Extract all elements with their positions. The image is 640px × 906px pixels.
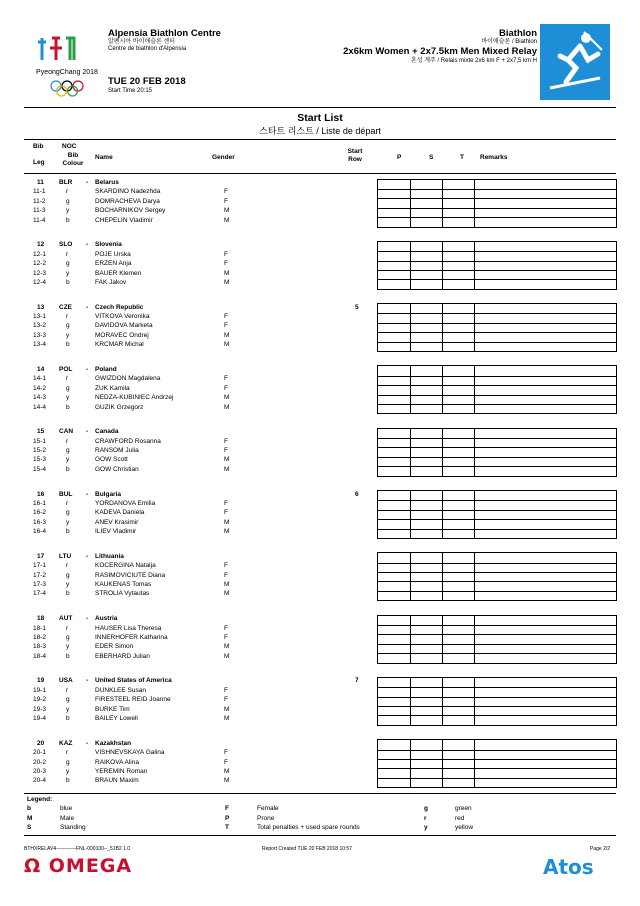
- legend-value: Prone: [257, 814, 275, 822]
- member-gender: F: [224, 313, 228, 320]
- col-noc: NOC: [62, 143, 77, 150]
- team-bib: 15: [37, 428, 45, 436]
- team-noc: LTU: [59, 552, 72, 560]
- legend-value: green: [455, 805, 472, 812]
- member-name: STROLIA Vytautas: [95, 590, 150, 598]
- team-noc: USA: [59, 677, 73, 685]
- team-country: United States of America: [95, 677, 172, 685]
- member-name: SKARDINO Nadezhda: [95, 188, 161, 196]
- member-bib-colour: y: [66, 331, 70, 339]
- member-name: ILIEV Vladimir: [95, 528, 137, 536]
- team-bib: 17: [37, 552, 45, 560]
- member-gender: F: [224, 322, 228, 330]
- result-grid: [377, 428, 617, 477]
- member-name: GOW Christian: [95, 465, 139, 473]
- member-name: CHEPELIN Vladimir: [95, 216, 153, 224]
- team-country: Canada: [95, 428, 119, 436]
- team-bib: 16: [37, 490, 45, 498]
- table-top-rule: [24, 139, 616, 140]
- member-name: VITKOVA Veronika: [95, 313, 150, 320]
- member-gender: M: [224, 456, 230, 464]
- page-subtitle: 스타트 리스트 / Liste de départ: [259, 126, 381, 136]
- legend-key: F: [225, 805, 229, 812]
- member-bib-colour: b: [66, 216, 70, 224]
- member-name: DOMRACHEVA Darya: [95, 197, 160, 205]
- member-bib-colour: g: [66, 509, 70, 517]
- col-total: T: [460, 154, 464, 161]
- team-country: Lithuania: [95, 552, 124, 560]
- member-bib-colour: y: [66, 767, 70, 775]
- legend-value: red: [455, 814, 465, 822]
- team-country: Poland: [95, 365, 117, 373]
- member-name: BURKE Tim: [95, 705, 130, 713]
- member-leg: 20-1: [33, 749, 47, 757]
- member-name: DUNKLEE Susan: [95, 686, 146, 694]
- member-bib-colour: y: [66, 269, 70, 277]
- team-dash: -: [86, 428, 89, 436]
- member-gender: M: [224, 767, 230, 775]
- legend-title: Legend:: [27, 796, 53, 803]
- venue-name-french: Centre de biathlon d'Alpensia: [108, 46, 187, 52]
- member-name: FAK Jakov: [95, 278, 127, 286]
- member-name: YEREMIN Roman: [95, 767, 148, 775]
- member-bib-colour: b: [66, 652, 70, 660]
- team-dash: -: [86, 615, 89, 623]
- team-country: Czech Republic: [95, 303, 144, 311]
- col-prone: P: [397, 154, 402, 161]
- member-bib-colour: b: [66, 528, 70, 536]
- member-leg: 13-3: [33, 331, 47, 339]
- member-bib-colour: b: [66, 715, 70, 722]
- member-bib-colour: g: [66, 322, 70, 330]
- team-noc: BLR: [59, 179, 73, 186]
- sport-name-local: 바이애슬론 / Biathlon: [481, 39, 537, 45]
- member-leg: 12-4: [33, 278, 47, 286]
- member-leg: 19-2: [33, 696, 47, 704]
- member-name: RAIKOVA Alina: [95, 758, 139, 766]
- member-name: HAUSER Lisa Theresa: [95, 624, 162, 632]
- member-name: ZUK Kamila: [95, 384, 130, 392]
- member-leg: 18-4: [33, 652, 47, 660]
- member-name: RANSOM Julia: [95, 447, 139, 454]
- member-bib-colour: g: [66, 696, 70, 704]
- result-grid: [377, 365, 617, 414]
- member-gender: M: [224, 269, 230, 277]
- legend-value: blue: [60, 805, 73, 812]
- member-bib-colour: y: [66, 456, 70, 464]
- member-gender: M: [224, 403, 230, 411]
- col-gender: Gender: [212, 154, 235, 161]
- team-bib: 20: [37, 739, 45, 747]
- member-gender: F: [224, 509, 228, 517]
- member-bib-colour: r: [66, 313, 69, 320]
- team-dash: -: [86, 677, 89, 685]
- member-gender: F: [224, 686, 228, 694]
- team-start-row: 6: [355, 490, 359, 498]
- team-country: Bulgaria: [95, 490, 122, 498]
- logo-wordmark: PyeongChang 2018: [36, 69, 98, 76]
- member-bib-colour: y: [66, 207, 70, 215]
- member-bib-colour: y: [66, 643, 70, 651]
- team-dash: -: [86, 365, 89, 373]
- result-grid: [377, 552, 617, 601]
- member-bib-colour: r: [66, 562, 69, 570]
- member-leg: 16-2: [33, 509, 47, 517]
- member-name: EBERHARD Julian: [95, 652, 150, 660]
- member-gender: M: [224, 216, 230, 224]
- atos-logo: Atos: [543, 855, 594, 879]
- team-noc: BUL: [59, 490, 73, 498]
- member-bib-colour: b: [66, 403, 70, 411]
- member-bib-colour: g: [66, 633, 70, 641]
- member-leg: 16-3: [33, 518, 47, 526]
- member-leg: 15-4: [33, 465, 47, 473]
- member-name: GOW Scott: [95, 456, 128, 464]
- member-gender: M: [224, 207, 230, 215]
- team-country: Austria: [95, 615, 118, 623]
- col-start-row: Start Row: [347, 148, 363, 163]
- member-leg: 20-4: [33, 777, 47, 785]
- member-name: KRCMAR Michal: [95, 341, 144, 349]
- col-leg: Leg: [33, 159, 45, 166]
- member-gender: F: [224, 624, 228, 632]
- team-noc: SLO: [59, 241, 73, 249]
- legend-key: S: [27, 824, 32, 831]
- legend-bottom-rule: [24, 835, 616, 836]
- member-leg: 11-3: [33, 207, 46, 215]
- member-bib-colour: r: [66, 686, 69, 694]
- member-leg: 17-1: [33, 562, 47, 570]
- member-name: BAILEY Lowell: [95, 715, 138, 722]
- member-gender: F: [224, 197, 228, 205]
- page-title: Start List: [297, 112, 343, 124]
- member-gender: F: [224, 250, 228, 258]
- team-country: Slovenia: [95, 241, 122, 249]
- member-bib-colour: y: [66, 581, 70, 588]
- team-start-row: 5: [355, 303, 359, 311]
- team-noc: CZE: [59, 303, 72, 311]
- member-bib-colour: g: [66, 197, 70, 205]
- member-bib-colour: r: [66, 188, 69, 196]
- result-grid: [377, 490, 617, 539]
- header-divider: [24, 107, 616, 108]
- member-bib-colour: g: [66, 260, 70, 268]
- legend-key: T: [225, 824, 229, 831]
- team-noc: AUT: [59, 615, 73, 623]
- member-leg: 20-3: [33, 767, 47, 775]
- member-leg: 15-1: [33, 437, 47, 445]
- sport-block: [277, 28, 537, 65]
- member-leg: 17-2: [33, 571, 47, 579]
- member-leg: 19-3: [33, 705, 47, 713]
- header-bottom-rule: [24, 173, 616, 174]
- member-leg: 12-2: [33, 260, 47, 268]
- member-name: RASIMOVICIUTE Diana: [95, 571, 166, 579]
- legend-key: y: [424, 824, 428, 831]
- member-gender: F: [224, 260, 228, 268]
- team-bib: 11: [37, 179, 44, 186]
- start-time: Start Time 20:15: [108, 88, 153, 94]
- member-leg: 19-4: [33, 715, 47, 722]
- member-leg: 11-1: [33, 188, 46, 196]
- member-gender: M: [224, 465, 230, 473]
- member-bib-colour: b: [66, 590, 70, 598]
- col-bib-colour: Bib Colour: [62, 152, 84, 167]
- team-bib: 19: [37, 677, 45, 685]
- pyeongchang-2018-logo: [30, 28, 105, 103]
- member-leg: 13-4: [33, 341, 47, 349]
- legend-value: Male: [60, 814, 75, 822]
- member-name: ANEV Krasimir: [95, 518, 139, 526]
- result-grid: [377, 677, 617, 726]
- member-name: GUZIK Grzegorz: [95, 403, 144, 411]
- team-dash: -: [86, 179, 89, 186]
- member-leg: 17-3: [33, 581, 47, 588]
- team-dash: -: [86, 739, 89, 747]
- member-leg: 12-1: [33, 250, 47, 258]
- member-leg: 15-3: [33, 456, 47, 464]
- result-grid: [377, 615, 617, 664]
- member-gender: M: [224, 581, 230, 588]
- member-bib-colour: y: [66, 394, 70, 402]
- member-name: VISHNEVSKAYA Galina: [95, 749, 165, 757]
- result-grid: [377, 739, 617, 788]
- col-remarks: Remarks: [480, 154, 508, 161]
- legend-key: M: [27, 814, 33, 822]
- member-leg: 18-2: [33, 633, 47, 641]
- member-gender: M: [224, 278, 230, 286]
- member-leg: 14-4: [33, 403, 47, 411]
- member-leg: 15-2: [33, 447, 47, 454]
- member-bib-colour: b: [66, 341, 70, 349]
- team-start-row: 7: [355, 677, 359, 685]
- member-bib-colour: r: [66, 437, 69, 445]
- member-leg: 11-2: [33, 197, 46, 205]
- member-name: NEDZA-KUBINIEC Andrzej: [95, 394, 174, 402]
- team-bib: 12: [37, 241, 45, 249]
- member-leg: 16-1: [33, 499, 47, 507]
- member-leg: 16-4: [33, 528, 47, 536]
- team-dash: -: [86, 552, 89, 560]
- member-leg: 11-4: [33, 216, 46, 224]
- member-name: EDER Simon: [95, 643, 134, 651]
- venue-name: Alpensia Biathlon Centre: [108, 28, 221, 39]
- member-gender: M: [224, 777, 230, 785]
- team-bib: 14: [37, 365, 45, 373]
- member-bib-colour: b: [66, 278, 70, 286]
- team-noc: POL: [59, 365, 73, 373]
- member-name: CRAWFORD Rosanna: [95, 437, 161, 445]
- member-gender: F: [224, 633, 228, 641]
- member-leg: 18-1: [33, 624, 47, 632]
- member-bib-colour: y: [66, 705, 70, 713]
- member-bib-colour: y: [66, 518, 70, 526]
- member-leg: 18-3: [33, 643, 47, 651]
- member-name: BAUER Klemen: [95, 269, 142, 277]
- report-code: BTHXRELAV4------------FNL-000100--_51B2 1.0: [24, 846, 131, 852]
- member-gender: F: [224, 375, 228, 383]
- member-leg: 14-3: [33, 394, 47, 402]
- team-country: Kazakhstan: [95, 739, 132, 747]
- member-bib-colour: g: [66, 758, 70, 766]
- member-gender: F: [224, 696, 228, 704]
- member-bib-colour: r: [66, 375, 69, 383]
- member-gender: F: [224, 571, 228, 579]
- member-bib-colour: g: [66, 384, 70, 392]
- team-noc: CAN: [59, 428, 74, 436]
- member-name: MORAVEC Ondrej: [95, 331, 149, 339]
- member-leg: 17-4: [33, 590, 47, 598]
- member-name: YORDANOVA Emilia: [95, 499, 156, 507]
- member-gender: M: [224, 331, 230, 339]
- result-grid: [377, 303, 617, 352]
- member-gender: M: [224, 705, 230, 713]
- legend-value: yellow: [455, 824, 474, 831]
- event-date: TUE 20 FEB 2018: [108, 76, 186, 87]
- member-name: ERZEN Anja: [95, 260, 132, 268]
- legend-top-rule: [24, 793, 616, 794]
- team-dash: -: [86, 490, 89, 498]
- event-name: 2x6km Women + 2x7.5km Men Mixed Relay: [343, 46, 537, 57]
- member-gender: M: [224, 643, 230, 651]
- member-bib-colour: b: [66, 465, 70, 473]
- member-leg: 20-2: [33, 758, 47, 766]
- member-gender: F: [224, 188, 228, 196]
- member-gender: M: [224, 715, 230, 722]
- team-country: Belarus: [95, 179, 119, 186]
- result-grid: [377, 179, 617, 228]
- member-gender: M: [224, 394, 230, 402]
- member-gender: F: [224, 384, 228, 392]
- member-gender: F: [224, 447, 228, 454]
- member-name: FIRESTEEL REID Joanne: [95, 696, 171, 704]
- biathlon-pictogram-icon: [540, 24, 610, 100]
- page-number: Page 2/2: [590, 846, 611, 852]
- report-created: Report Created TUE 20 FEB 2018 10:57: [262, 846, 352, 852]
- member-name: BRAUN Maxim: [95, 777, 139, 785]
- omega-logo: Ω OMEGA: [24, 855, 133, 877]
- member-leg: 14-1: [33, 375, 47, 383]
- member-leg: 19-1: [33, 686, 47, 694]
- member-gender: M: [224, 341, 230, 349]
- team-dash: -: [86, 241, 89, 249]
- legend-key: b: [27, 805, 31, 812]
- member-gender: M: [224, 652, 230, 660]
- legend-key: P: [225, 814, 230, 822]
- member-bib-colour: r: [66, 499, 69, 507]
- member-name: KAUKENAS Tomas: [95, 581, 152, 588]
- member-name: DAVIDOVA Marketa: [95, 322, 153, 330]
- member-leg: 13-2: [33, 322, 47, 330]
- member-bib-colour: b: [66, 777, 70, 785]
- member-gender: M: [224, 590, 230, 598]
- member-name: GWIZDON Magdalena: [95, 375, 161, 383]
- member-name: INNERHOFER Katharina: [95, 633, 168, 641]
- member-bib-colour: r: [66, 250, 69, 258]
- member-gender: F: [224, 758, 228, 766]
- member-bib-colour: r: [66, 749, 69, 757]
- member-leg: 14-2: [33, 384, 47, 392]
- team-dash: -: [86, 303, 89, 311]
- sport-name: Biathlon: [499, 28, 537, 39]
- member-bib-colour: g: [66, 571, 70, 579]
- member-gender: F: [224, 499, 228, 507]
- col-standing: S: [429, 154, 434, 161]
- member-gender: F: [224, 749, 228, 757]
- member-bib-colour: g: [66, 447, 70, 454]
- member-name: BOCHARNIKOV Sergey: [95, 207, 166, 215]
- result-grid: [377, 241, 617, 290]
- member-name: KADEVA Daniela: [95, 509, 145, 517]
- team-noc: KAZ: [59, 739, 73, 747]
- legend-value: Total penalties + used spare rounds: [257, 824, 360, 831]
- member-gender: F: [224, 437, 228, 445]
- legend-value: Standing: [60, 824, 86, 831]
- member-leg: 13-1: [33, 313, 47, 320]
- legend-value: Female: [257, 805, 279, 812]
- venue-name-korean: 알펜시아 바이애슬론 센터: [108, 39, 176, 45]
- member-gender: M: [224, 518, 230, 526]
- member-name: POJE Urska: [95, 250, 131, 258]
- legend-key: r: [424, 814, 427, 822]
- member-gender: F: [224, 562, 228, 570]
- team-bib: 18: [37, 615, 45, 623]
- member-leg: 12-3: [33, 269, 47, 277]
- member-name: KOCERGINA Natalja: [95, 562, 156, 570]
- team-bib: 13: [37, 303, 45, 311]
- legend-key: g: [424, 805, 428, 812]
- col-bib: Bib: [33, 143, 44, 150]
- member-gender: M: [224, 528, 230, 536]
- event-name-local: 혼성 계주 / Relais mixte 2x6 km F + 2x7,5 km H: [410, 58, 537, 64]
- col-name: Name: [95, 154, 113, 161]
- member-bib-colour: r: [66, 624, 69, 632]
